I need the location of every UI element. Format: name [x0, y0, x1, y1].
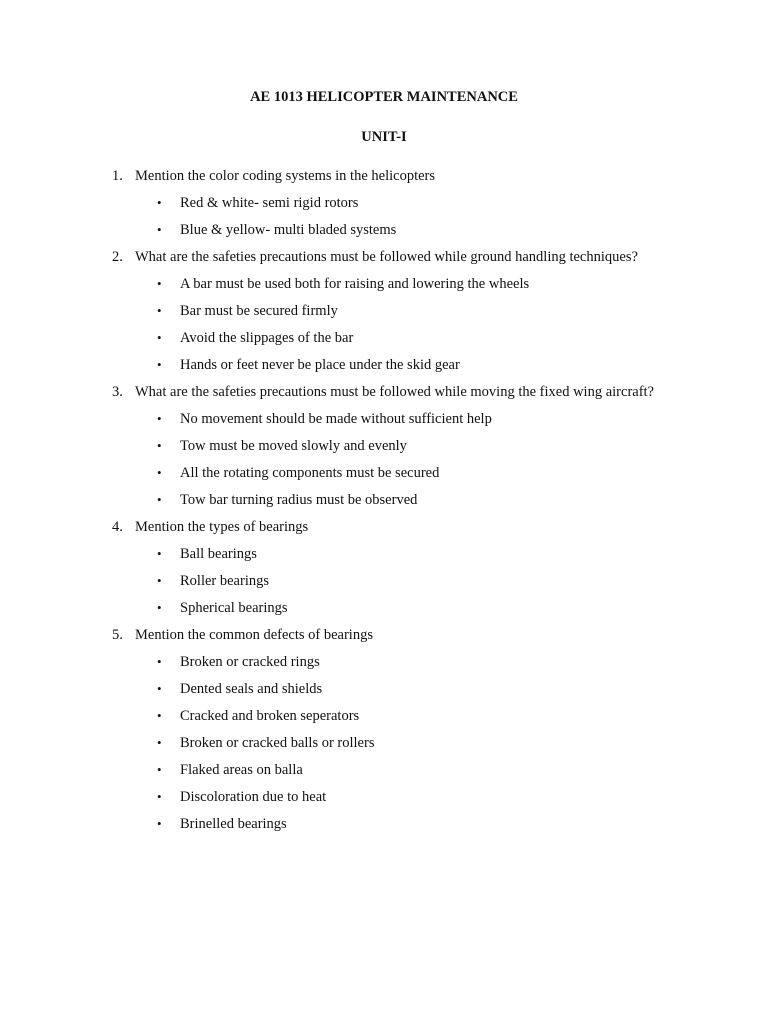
- answer-bullet-item: [112, 437, 732, 455]
- answer-text: All the rotating components must be secured: [180, 465, 440, 481]
- question-item: [112, 626, 732, 833]
- question-text: What are the safeties precautions must be followed while ground handling techniques?: [135, 249, 638, 265]
- answer-bullet-item: [112, 788, 732, 806]
- answer-text: No movement should be made without sufficient help: [180, 411, 492, 427]
- answer-text: Hands or feet never be place under the skid gear: [180, 357, 460, 373]
- answer-bullet-item: [112, 356, 732, 374]
- answer-text: Tow must be moved slowly and evenly: [180, 438, 407, 454]
- question-number: 1.: [112, 168, 123, 184]
- question-number: 4.: [112, 519, 123, 535]
- question-number: 5.: [112, 627, 123, 643]
- bullet-icon: •: [157, 195, 162, 210]
- bullet-icon: •: [157, 303, 162, 318]
- answer-bullet-item: [112, 680, 732, 698]
- question-number: 3.: [112, 384, 123, 400]
- answer-text: Ball bearings: [180, 546, 257, 562]
- bullet-icon: •: [157, 546, 162, 561]
- answer-text: Brinelled bearings: [180, 816, 287, 832]
- answer-bullet-item: [112, 302, 732, 320]
- bullet-icon: •: [157, 357, 162, 372]
- question-text: Mention the types of bearings: [135, 519, 309, 535]
- question-line: [112, 248, 732, 266]
- bullet-icon: •: [157, 681, 162, 696]
- answer-text: Dented seals and shields: [180, 681, 323, 697]
- answer-bullet-list: [112, 194, 732, 239]
- question-item: [112, 248, 732, 374]
- question-number: 2.: [112, 249, 123, 265]
- question-item: [112, 167, 732, 239]
- document-title: AE 1013 HELICOPTER MAINTENANCE: [250, 89, 518, 105]
- answer-text: Bar must be secured firmly: [180, 303, 338, 319]
- answer-bullet-item: [112, 464, 732, 482]
- answer-bullet-item: [112, 221, 732, 239]
- answer-bullet-item: [112, 572, 732, 590]
- answer-bullet-list: [112, 653, 732, 833]
- answer-text: Broken or cracked rings: [180, 654, 320, 670]
- answer-text: Discoloration due to heat: [180, 789, 327, 805]
- answer-bullet-item: [112, 410, 732, 428]
- answer-bullet-item: [112, 707, 732, 725]
- answer-text: A bar must be used both for raising and lowering the wheels: [180, 276, 530, 292]
- answer-bullet-item: [112, 734, 732, 752]
- bullet-icon: •: [157, 654, 162, 669]
- bullet-icon: •: [157, 330, 162, 345]
- answer-bullet-item: [112, 545, 732, 563]
- question-list: [112, 167, 732, 842]
- answer-text: Roller bearings: [180, 573, 269, 589]
- bullet-icon: •: [157, 735, 162, 750]
- question-line: [112, 626, 732, 644]
- bullet-icon: •: [157, 708, 162, 723]
- answer-text: Flaked areas on balla: [180, 762, 303, 778]
- answer-bullet-item: [112, 275, 732, 293]
- bullet-icon: •: [157, 222, 162, 237]
- bullet-icon: •: [157, 600, 162, 615]
- question-text: Mention the color coding systems in the helicopters: [135, 168, 436, 184]
- answer-text: Cracked and broken seperators: [180, 708, 360, 724]
- bullet-icon: •: [157, 573, 162, 588]
- answer-bullet-list: [112, 275, 732, 374]
- answer-bullet-item: [112, 653, 732, 671]
- unit-heading: UNIT-I: [361, 129, 407, 145]
- answer-text: Avoid the slippages of the bar: [180, 330, 354, 346]
- bullet-icon: •: [157, 465, 162, 480]
- question-item: [112, 383, 732, 509]
- answer-bullet-item: [112, 329, 732, 347]
- bullet-icon: •: [157, 438, 162, 453]
- answer-bullet-item: [112, 599, 732, 617]
- bullet-icon: •: [157, 762, 162, 777]
- answer-bullet-item: [112, 491, 732, 509]
- answer-bullet-list: [112, 545, 732, 617]
- answer-bullet-item: [112, 815, 732, 833]
- question-line: [112, 167, 732, 185]
- answer-bullet-list: [112, 410, 732, 509]
- answer-text: Blue & yellow- multi bladed systems: [180, 222, 397, 238]
- answer-text: Spherical bearings: [180, 600, 288, 616]
- bullet-icon: •: [157, 276, 162, 291]
- bullet-icon: •: [157, 492, 162, 507]
- question-line: [112, 518, 732, 536]
- answer-text: Red & white- semi rigid rotors: [180, 195, 359, 211]
- question-line: [112, 383, 732, 401]
- bullet-icon: •: [157, 789, 162, 804]
- answer-bullet-item: [112, 761, 732, 779]
- answer-text: Tow bar turning radius must be observed: [180, 492, 418, 508]
- answer-bullet-item: [112, 194, 732, 212]
- question-text: What are the safeties precautions must be followed while moving the fixed wing aircraft?: [135, 384, 654, 400]
- question-text: Mention the common defects of bearings: [135, 627, 373, 643]
- question-item: [112, 518, 732, 617]
- bullet-icon: •: [157, 816, 162, 831]
- answer-text: Broken or cracked balls or rollers: [180, 735, 375, 751]
- bullet-icon: •: [157, 411, 162, 426]
